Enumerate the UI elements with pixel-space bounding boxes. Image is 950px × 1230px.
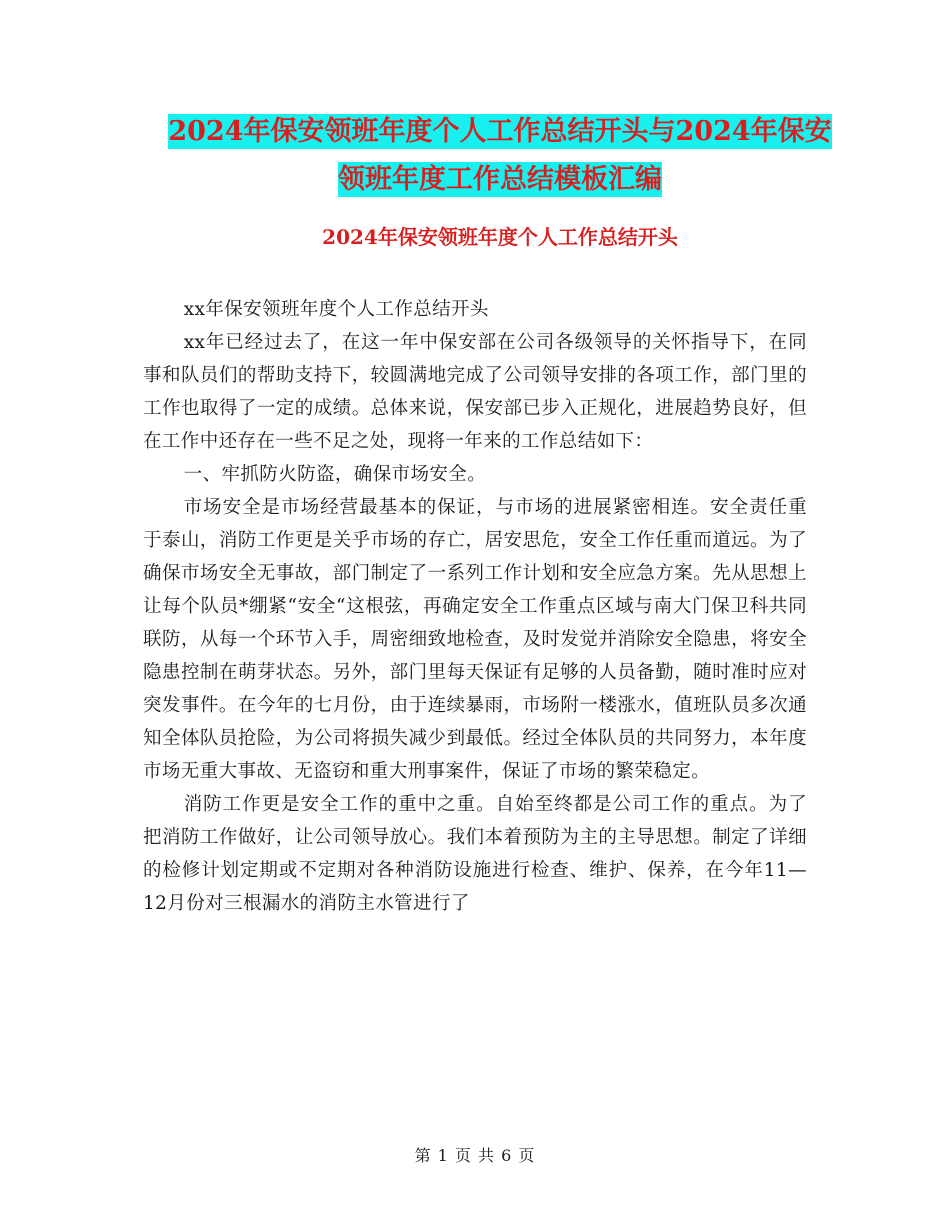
section-title: 2024年保安领班年度个人工作总结开头 xyxy=(322,225,678,249)
page-number-footer: 第 1 页 共 6 页 xyxy=(414,1146,536,1165)
document-title-line-1: 2024年保安领班年度个人工作总结开头与2024年保安 xyxy=(168,116,832,147)
paragraph-fire-safety: 消防工作更是安全工作的重中之重。自始至终都是公司工作的重点。为了把消防工作做好，让公司领导放心。我们本着预防为主的主导思想。制定了详细的检修计划定期或不定期对各种消防设施进行检查、维护、保养，在今年11—12月份对三根漏水的消防主水管进行了 xyxy=(143,794,807,914)
paragraph-heading-1: 一、牢抓防火防盗，确保市场安全。 xyxy=(183,464,487,485)
paragraph-intro: xx年已经过去了，在这一年中保安部在公司各级领导的关怀指导下，在同事和队员们的帮助支持下，较圆满地完成了公司领导安排的各项工作，部门里的工作也取得了一定的成绩。总体来说，保安部已步入正规化，进展趋势良好，但在工作中还存在一些不足之处，现将一年来的工作总结如下： xyxy=(143,332,807,452)
document-body xyxy=(143,293,807,920)
paragraph-market-safety: 市场安全是市场经营最基本的保证，与市场的进展紧密相连。安全责任重于泰山，消防工作更是关乎市场的存亡，居安思危，安全工作任重而道远。为了确保市场安全无事故，部门制定了一系列工作计划和安全应急方案。先从思想上让每个队员*绷紧“安全“这根弦，再确定安全工作重点区域与南大门保卫科共同联防，从每一个环节入手，周密细致地检查，及时发觉并消除安全隐患，将安全隐患控制在萌芽状态。另外，部门里每天保证有足够的人员备勤，随时准时应对突发事件。在今年的七月份，由于连续暴雨，市场附一楼涨水，值班队员多次通知全体队员抢险，为公司将损失减少到最低。经过全体队员的共同努力，本年度市场无重大事故、无盗窃和重大刑事案件，保证了市场的繁荣稳定。 xyxy=(143,497,807,782)
paragraph-subtitle: xx年保安领班年度个人工作总结开头 xyxy=(183,299,489,320)
document-title xyxy=(140,108,860,204)
document-title-line-2: 领班年度工作总结模板汇编 xyxy=(338,164,662,195)
